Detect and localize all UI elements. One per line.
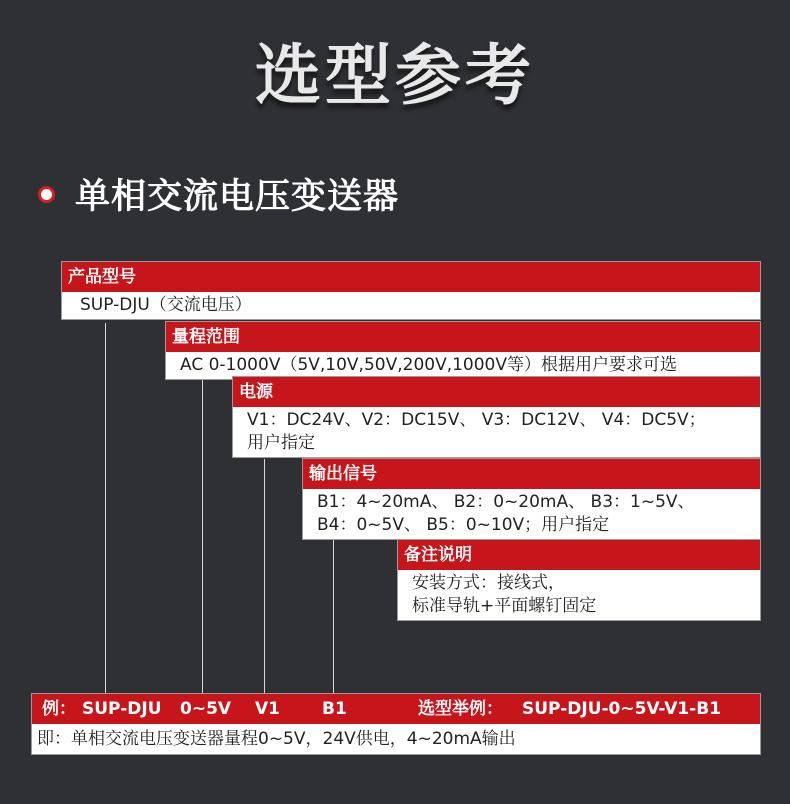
subtitle: 单相交流电压变送器 <box>75 177 400 217</box>
section-line: V1：DC24V、V2：DC15V、 V3：DC12V、 V4：DC5V； <box>247 410 706 430</box>
example-output: B1 <box>322 699 347 719</box>
section-line: 安装方式：接线式， <box>412 573 565 593</box>
section-product-model <box>62 262 760 319</box>
section-line: 用户指定 <box>247 433 315 453</box>
section-line: AC 0-1000V（5V,10V,50V,200V,1000V等）根据用户要求可选 <box>180 355 678 375</box>
section-line: B1：4~20mA、 B2：0~20mA、 B3：1~5V、 <box>317 492 695 512</box>
connector-line-model <box>105 323 106 694</box>
section-line: B4：0~5V、 B5：0~10V；用户指定 <box>317 515 610 535</box>
section-range <box>166 322 760 379</box>
example-box <box>32 694 760 754</box>
connector-line-range <box>202 377 203 694</box>
example-header <box>32 694 760 724</box>
page-title: 选型参考 <box>255 37 535 114</box>
section-line: 标准导轨+平面螺钉固定 <box>412 596 597 616</box>
section-body <box>233 407 760 457</box>
section-line: SUP-DJU（交流电压） <box>80 295 252 315</box>
example-description: 即：单相交流电压变送器量程0~5V，24V供电，4~20mA输出 <box>37 729 516 749</box>
example-range: 0~5V <box>180 699 232 719</box>
connector-line-power <box>264 459 265 694</box>
section-body <box>398 570 760 620</box>
section-body <box>303 489 760 539</box>
selection-label: 选型举例： <box>418 699 503 719</box>
section-header: 备注说明 <box>398 540 760 570</box>
section-header: 输出信号 <box>303 459 760 489</box>
subtitle-row <box>38 172 399 216</box>
section-header: 量程范围 <box>166 322 760 352</box>
section-power <box>233 377 760 457</box>
example-model: SUP-DJU <box>82 699 162 719</box>
example-prefix: 例： <box>42 699 76 719</box>
section-output <box>303 459 760 539</box>
section-remarks <box>398 540 760 620</box>
section-header: 产品型号 <box>62 262 760 292</box>
section-body <box>166 352 760 379</box>
example-power: V1 <box>255 699 280 719</box>
connector-line-output <box>333 540 334 694</box>
section-body <box>62 292 760 319</box>
bullet-circle-icon <box>38 186 55 203</box>
selection-value: SUP-DJU-0~5V-V1-B1 <box>522 699 722 719</box>
section-header: 电源 <box>233 377 760 407</box>
